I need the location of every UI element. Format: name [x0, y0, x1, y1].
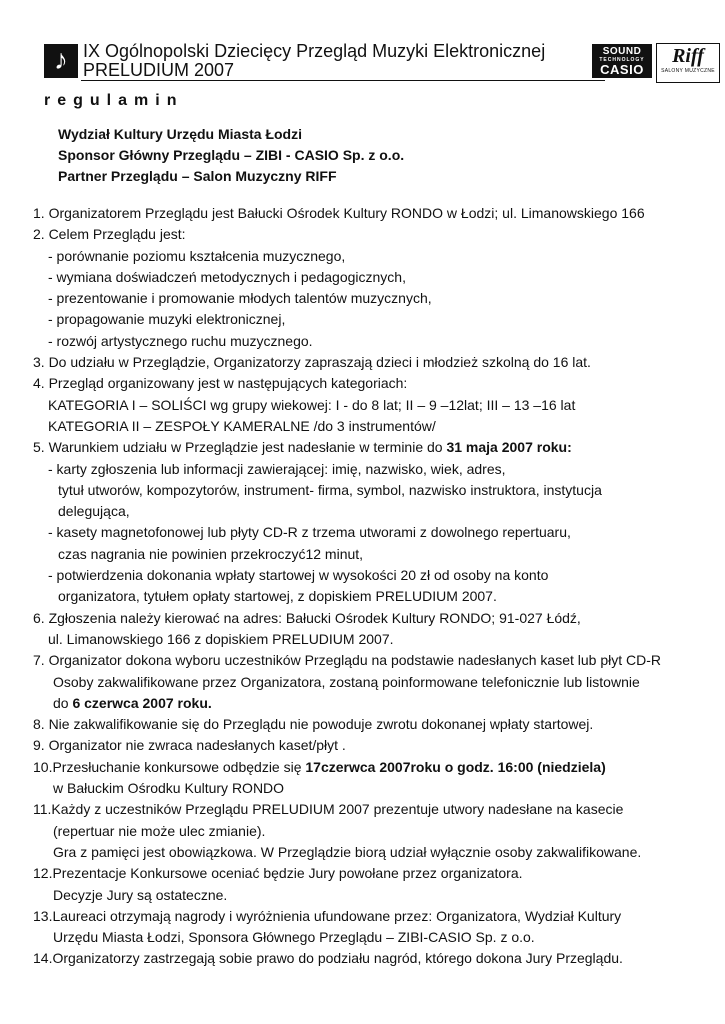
rule-2-item: - prezentowanie i promowanie młodych talentów muzycznych,	[48, 290, 432, 307]
rule-10-date: 17czerwca 2007roku o godz. 16:00 (niedziela)	[305, 758, 606, 775]
rule-5-item-cont: delegująca,	[58, 503, 130, 520]
sponsor-line: Sponsor Główny Przeglądu – ZIBI - CASIO Sp. z o.o.	[58, 147, 405, 163]
riff-logo-text: Riff	[672, 45, 704, 67]
rule-14: 14.Organizatorzy zastrzegają sobie prawo do podziału nagród, którego dokona Jury Przeglądu.	[33, 950, 623, 967]
rule-8: 8. Nie zakwalifikowanie się do Przeglądu nie powoduje zwrotu dokonanej wpłaty startowej.	[33, 716, 594, 733]
rule-11-cont: (repertuar nie może ulec zmianie).	[53, 822, 266, 839]
rule-7-text: do	[53, 694, 73, 711]
rule-6: 6. Zgłoszenia należy kierować na adres: Bałucki Ośrodek Kultury RONDO; 91-027 Łódź,	[33, 609, 581, 626]
rule-7-cont	[33, 693, 713, 714]
rule-5-item-cont: czas nagrania nie powinien przekroczyć12 minut,	[58, 545, 364, 562]
casio-logo	[592, 44, 652, 78]
rule-1: 1. Organizatorem Przeglądu jest Bałucki Ośrodek Kultury RONDO w Łodzi; ul. Limanowskiego 166	[33, 205, 645, 221]
casio-logo-sound: SOUND	[602, 46, 642, 57]
riff-logo-subtitle: SALONY MUZYCZNE	[661, 68, 715, 74]
rules-list	[33, 203, 713, 970]
rule-5-item: - karty zgłoszenia lub informacji zawierającej: imię, nazwisko, wiek, adres,	[48, 460, 506, 477]
rule-9: 9. Organizator nie zwraca nadesłanych kaset/płyt .	[33, 737, 346, 754]
event-title-line1: IX Ogólnopolski Dziecięcy Przegląd Muzyki Elektronicznej	[83, 41, 546, 61]
sponsor-line: Wydział Kultury Urzędu Miasta Łodzi	[58, 126, 302, 142]
rule-4-category: KATEGORIA I – SOLIŚCI wg grupy wiekowej: I - do 8 lat; II – 9 –12lat; III – 13 –16 lat	[48, 396, 576, 413]
rule-12: 12.Prezentacje Konkursowe oceniać będzie Jury powołane przez organizatora.	[33, 865, 523, 882]
rule-5-item: - kasety magnetofonowej lub płyty CD-R z trzema utworami z dowolnego repertuaru,	[48, 524, 571, 541]
rule-10-cont: w Bałuckim Ośrodku Kultury RONDO	[53, 780, 285, 797]
rule-2-item: - rozwój artystycznego ruchu muzycznego.	[48, 332, 313, 349]
sponsors-list	[58, 124, 404, 187]
page-heading: regulamin	[44, 92, 184, 109]
rule-11: 11.Każdy z uczestników Przeglądu PRELUDIUM 2007 prezentuje utwory nadesłane na kasecie	[33, 801, 624, 818]
rule-2-item: - propagowanie muzyki elektronicznej,	[48, 311, 286, 328]
rule-2-item: - wymiana doświadczeń metodycznych i pedagogicznych,	[48, 268, 406, 285]
document-header	[44, 41, 715, 86]
rule-7-date: 6 czerwca 2007 roku.	[72, 694, 212, 711]
rule-5-deadline: 31 maja 2007 roku:	[446, 439, 572, 456]
rule-5-item-cont: organizatora, tytułem opłaty startowej, z dopiskiem PRELUDIUM 2007.	[58, 588, 497, 605]
rule-10	[33, 757, 713, 778]
rule-10-text: 10.Przesłuchanie konkursowe odbędzie się	[33, 758, 306, 775]
rule-5	[33, 437, 713, 458]
rule-5-text: 5. Warunkiem udziału w Przeglądzie jest nadesłanie w terminie do	[33, 439, 447, 456]
event-title	[83, 42, 545, 80]
rule-7-cont: Osoby zakwalifikowane przez Organizatora, zostaną poinformowane telefonicznie lub listownie	[53, 673, 640, 690]
rule-6-cont: ul. Limanowskiego 166 z dopiskiem PRELUDIUM 2007.	[48, 630, 394, 647]
rule-7: 7. Organizator dokona wyboru uczestników Przeglądu na podstawie nadesłanych kaset lub płyt CD-R	[33, 652, 662, 669]
rule-2: 2. Celem Przeglądu jest:	[33, 226, 186, 243]
rule-2-item: - porównanie poziomu kształcenia muzycznego,	[48, 247, 346, 264]
rule-5-item: - potwierdzenia dokonania wpłaty startowej w wysokości 20 zł od osoby na konto	[48, 567, 549, 584]
rule-4: 4. Przegląd organizowany jest w następujących kategoriach:	[33, 375, 408, 392]
rule-12-cont: Decyzje Jury są ostateczne.	[53, 886, 228, 903]
rule-13: 13.Laureaci otrzymają nagrody i wyróżnienia ufundowane przez: Organizatora, Wydział Kultury	[33, 907, 622, 924]
rule-4-category: KATEGORIA II – ZESPOŁY KAMERALNE /do 3 instrumentów/	[48, 417, 436, 434]
sponsor-line: Partner Przeglądu – Salon Muzyczny RIFF	[58, 168, 337, 184]
rule-13-cont: Urzędu Miasta Łodzi, Sponsora Głównego Przeglądu – ZIBI-CASIO Sp. z o.o.	[53, 929, 535, 946]
rule-3: 3. Do udziału w Przeglądzie, Organizatorzy zapraszają dzieci i młodzież szkolną do 16 lat.	[33, 354, 591, 371]
event-title-line2: PRELUDIUM 2007	[83, 60, 235, 80]
riff-logo	[656, 43, 720, 83]
rule-11-cont: Gra z pamięci jest obowiązkowa. W Przeglądzie biorą udział wyłącznie osoby zakwalifikowane.	[53, 843, 642, 860]
rule-5-item-cont: tytuł utworów, kompozytorów, instrument- firma, symbol, nazwisko instruktora, instytucja	[58, 481, 602, 498]
casio-logo-technology: TECHNOLOGY	[599, 57, 645, 63]
casio-logo-casio: CASIO	[600, 62, 644, 77]
header-divider	[81, 80, 605, 81]
preludium-logo-icon: ♪	[44, 44, 78, 78]
